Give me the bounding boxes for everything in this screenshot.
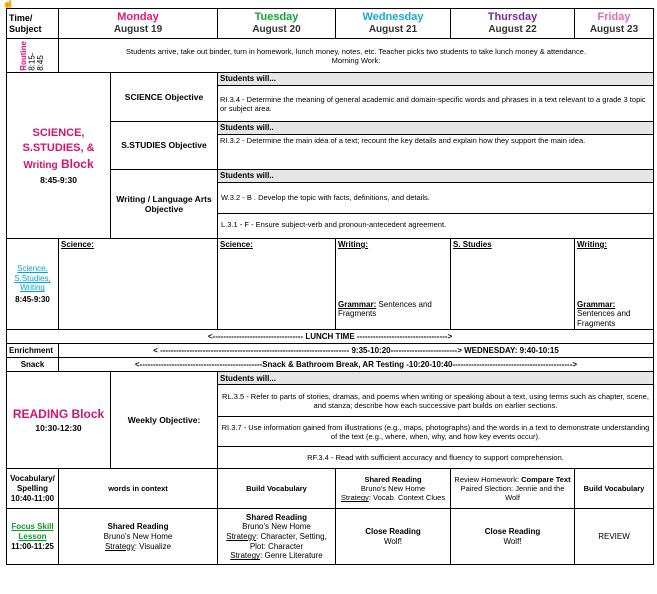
day-name: Tuesday (254, 10, 299, 23)
writing-objective-label: Writing / Language Arts Objective (111, 170, 218, 239)
science-title-line1: SCIENCE, (32, 127, 85, 140)
science-title-writing: Writing (23, 159, 58, 171)
science-daily-label-2: S.Studies, (14, 273, 51, 283)
day-header-wednesday (336, 9, 451, 39)
science-title-block: Block (57, 156, 94, 171)
enrichment-row (7, 344, 654, 358)
wednesday-focus-skill: Close Reading Wolf! (336, 509, 451, 565)
enrichment-label: Enrichment (7, 344, 59, 358)
routine-text: Students arrive, take out binder, turn in homework, lunch money, notes, etc. Teacher picks two students to take lunch money & attendance. (126, 46, 586, 56)
day-date: August 22 (488, 24, 537, 36)
day-name: Friday (597, 10, 631, 23)
time-subject-header: Time/ Subject (7, 9, 59, 39)
grammar-note: Grammar: Sentences and Fragments (577, 299, 631, 328)
science-daily-row (7, 239, 654, 330)
friday-vocabulary: Build Vocabulary (575, 469, 654, 509)
science-block-title-cell (7, 73, 111, 239)
writing-standard-2: L.3.1 - F - Ensure subject-verb and pronoun-antecedent agreement. (221, 219, 447, 229)
monday-vocabulary: words in context (59, 469, 218, 509)
routine-label-cell (7, 39, 59, 73)
weekly-objective-label: Weekly Objective: (111, 372, 218, 469)
lunch-row (7, 330, 654, 344)
students-will-header: Students will.. (218, 170, 654, 183)
day-name: Thursday (487, 10, 538, 23)
students-will-header: Students will... (218, 73, 654, 86)
snack-row (7, 358, 654, 372)
vocabulary-label: Vocabulary/ Spelling (10, 474, 55, 494)
morning-work-label: Morning Work: (331, 55, 381, 65)
vocabulary-time: 10:40-11:00 (10, 493, 55, 503)
writing-standard-1: W.3.2 - B . Develop the topic with facts, definitions, and details. (218, 187, 653, 214)
lunch-time-band: <---------------------------------- LUNCH TIME ----------------------------------> (7, 330, 654, 344)
science-block-time: 8:45-9:30 (40, 174, 77, 185)
wednesday-writing-cell: Writing: Grammar: Sentences and Fragments (336, 239, 451, 330)
monday-science-cell: Science: (59, 239, 218, 330)
day-name: Monday (117, 10, 159, 23)
day-date: August 23 (589, 24, 639, 36)
lesson-plan-table (6, 8, 654, 565)
day-header-tuesday (218, 9, 336, 39)
reading-standard-1: RL.3.5 - Refer to parts of stories, dramas, and poems when writing or speaking about a text, using terms such as chapter, scene, and stanza; describe how each successive part builds on earlier sections. (218, 385, 654, 417)
thursday-vocabulary: Review Homework: Compare Text Paired Slection: Jennie and the Wolf (451, 469, 575, 509)
sstudies-objective-label: S.STUDIES Objective (111, 122, 218, 170)
tuesday-vocabulary: Build Vocabulary (218, 469, 336, 509)
day-name: Wednesday (362, 10, 424, 23)
thursday-sstudies-cell: S. Studies (451, 239, 575, 330)
focus-skill-row (7, 509, 654, 565)
reading-block-time: 10:30-12:30 (35, 423, 82, 434)
science-objective-row (7, 73, 654, 86)
routine-description (59, 39, 654, 73)
friday-focus-skill: REVIEW (575, 509, 654, 565)
snack-time-band: <----------------------------------------------Snack & Bathroom Break, AR Testing -10:20-10:40---------------------------------------------> (59, 358, 654, 372)
routine-label: Routine (18, 40, 28, 71)
cursor-hand-icon: ☝ (2, 0, 15, 10)
tuesday-focus-skill: Shared Reading Bruno's New Home Strategy: Character, Setting, Plot: Character Strategy: Genre Literature (218, 509, 336, 565)
science-title-line2: S.STUDIES, & (22, 141, 95, 154)
tuesday-science-cell: Science: (218, 239, 336, 330)
day-date: August 21 (368, 24, 418, 36)
reading-standard-2: RI.3.7 - Use information gained from illustrations (e.g., maps, photographs) and the words in a text to demonstrate understanding of the text (e.g., where, when, why, and how key events occur). (218, 417, 654, 447)
focus-skill-label-2: Lesson (18, 532, 47, 542)
sstudies-standard: RI.3.2 - Determine the main idea of a text; recount the key details and explain how they support the main idea. (218, 135, 654, 170)
day-header-friday (575, 9, 654, 39)
routine-row (7, 39, 654, 73)
focus-skill-time: 11:00-11:25 (11, 541, 54, 551)
science-daily-time: 8:45-9:30 (15, 294, 50, 304)
students-will-header: Students will.. (218, 122, 654, 135)
header-row (7, 9, 654, 39)
vocabulary-label-cell (7, 469, 59, 509)
students-will-header: Students will... (218, 372, 654, 385)
reading-block-title-cell (7, 372, 111, 469)
day-header-thursday (451, 9, 575, 39)
grammar-note: Grammar: Sentences and Fragments (338, 299, 432, 319)
routine-time: 8:15- 8:45 (27, 52, 45, 71)
friday-writing-cell: Writing: Grammar: Sentences and Fragments (575, 239, 654, 330)
reading-standard-3: RF.3.4 - Read with sufficient accuracy and fluency to support comprehension. (218, 447, 654, 469)
science-daily-label-3: Writing (20, 283, 45, 293)
science-objective-label: SCIENCE Objective (111, 73, 218, 122)
focus-skill-label-cell (7, 509, 59, 565)
wednesday-vocabulary: Shared Reading Bruno's New Home Strategy: Vocab. Context Clues (336, 469, 451, 509)
day-header-monday (59, 9, 218, 39)
enrichment-time-band: < ----------------------------------------------------------------------- 9:35-10:20-------------------------> WEDNESDAY: 9:40-10:15 (59, 344, 654, 358)
day-date: August 19 (113, 24, 163, 36)
reading-block-row (7, 372, 654, 385)
day-date: August 20 (252, 24, 301, 36)
thursday-focus-skill: Close Reading Wolf! (451, 509, 575, 565)
science-daily-label-1: Science, (17, 264, 48, 273)
science-standard: RI.3.4 - Determine the meaning of general academic and domain-specific words and phrases in a text relevant to a grade 3 topic or subject area. (218, 86, 654, 122)
snack-label: Snack (7, 358, 59, 372)
vocabulary-row (7, 469, 654, 509)
science-daily-label-cell (7, 239, 59, 330)
focus-skill-label-1: Focus Skill (11, 522, 54, 532)
monday-focus-skill: Shared Reading Bruno's New Home Strategy: Visualize (59, 509, 218, 565)
reading-block-title: READING Block (12, 407, 105, 422)
